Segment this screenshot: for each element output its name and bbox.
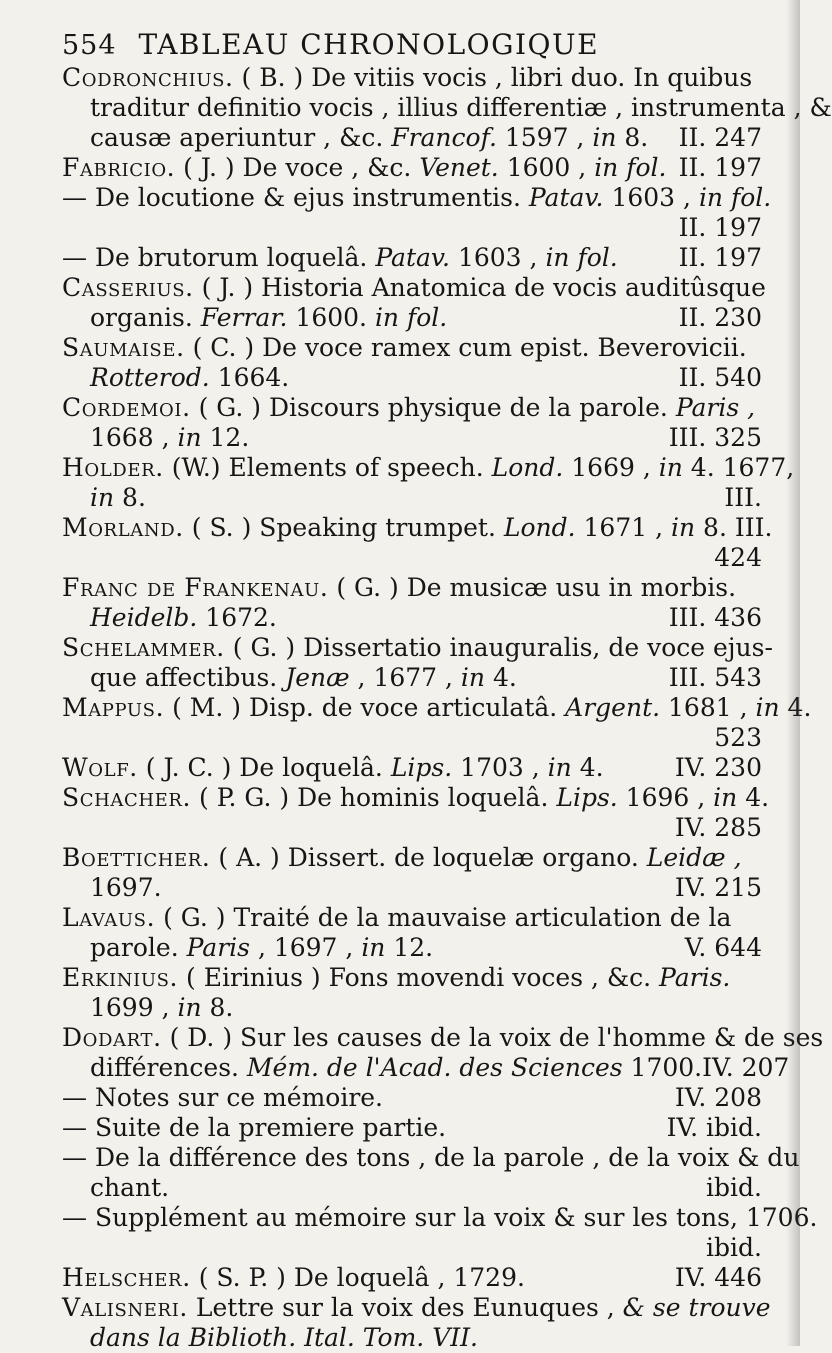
entry-line [62,303,762,333]
entry-line [62,603,762,633]
entry-text [62,753,604,783]
bibliography-entry [62,1113,762,1143]
plain-text: , 1677 , [349,663,461,692]
plain-text: ( J. C. ) De loquelâ. [137,753,391,782]
entry-line [62,873,762,903]
italic-text: Francof. [391,123,497,152]
author-name: Erkinius. [62,963,179,992]
italic-text: in [755,693,780,722]
page-title: TABLEAU CHRONOLOGIQUE [138,28,600,61]
entry-line [62,1053,790,1083]
plain-text: 1603 , [603,183,699,212]
entry-line [62,153,762,183]
plain-text: 4. [779,693,812,722]
entry-text [62,393,755,423]
entry-text [62,963,730,993]
entry-text [62,63,752,93]
entry-text [62,153,666,183]
entry-text [90,93,832,123]
plain-text: 1597 , [496,123,593,152]
plain-text: parole. [90,933,187,962]
italic-text: Lips. [556,783,618,812]
entry-text [90,1053,702,1083]
bibliography-entry [62,633,773,693]
bibliography-entry [62,243,762,273]
entry-line [62,63,762,93]
author-name: Morland. [62,513,184,542]
entry-line [62,963,762,993]
bibliography-entry [62,753,762,783]
bibliography-entry [62,903,762,963]
author-name: Fabricio. [62,153,176,182]
bibliography-entry [62,1203,818,1263]
author-name: Franc de Frankenau. [62,573,329,602]
entry-line [62,573,762,603]
plain-text: 8. III. [695,513,773,542]
author-name: Dodart. [62,1023,162,1052]
entry-line [62,273,766,303]
entry-line [62,903,762,933]
entry-text [90,483,146,513]
plain-text: 4. 1677, [682,453,795,482]
entry-line [62,543,762,573]
italic-text: in [592,123,617,152]
plain-text: chant. [90,1173,170,1202]
volume-page-reference: II. 540 [678,363,762,392]
volume-page-reference: IV. 446 [674,1263,762,1292]
bibliography-entry [62,963,762,1023]
bibliography-entry [62,153,762,183]
plain-text: 4. [485,663,517,692]
italic-text: dans la Biblioth. Ital. Tom. VII. [90,1323,478,1352]
volume-page-reference: II. 247 [678,123,762,152]
bibliography-entry [62,1143,800,1203]
entry-text [90,1323,478,1353]
plain-text: Lettre sur la voix des Eunuques , [187,1293,623,1322]
bibliography-entry [62,273,766,333]
author-name: Casserius. [62,273,194,302]
volume-page-reference: ibid. [706,1233,762,1262]
volume-page-reference: II. 197 [678,153,762,182]
italic-text: Patav. [375,243,451,272]
plain-text: ( D. ) Sur les causes de la voix de l'homme & de ses [161,1023,824,1052]
bibliography-entry [62,693,812,753]
entry-text [62,1293,771,1323]
plain-text: ( Eirinius ) Fons movendi voces , &c. [178,963,660,992]
entry-line [62,783,770,813]
plain-text: 1700. [622,1053,703,1082]
plain-text: ( S. P. ) De loquelâ , 1729. [190,1263,525,1292]
entry-line [62,1203,818,1233]
entry-text [90,1173,169,1203]
entry-line [62,723,762,753]
plain-text: organis. [90,303,201,332]
italic-text: Lips. [390,753,453,782]
bibliography-entry [62,183,772,243]
bibliography-entry [62,453,795,513]
bibliography-entry [62,1293,771,1353]
bibliography-entry [62,843,762,903]
plain-text: 4. [571,753,604,782]
bibliography-entry [62,393,762,453]
author-name: Boetticher. [62,843,211,872]
entry-line [62,483,762,513]
plain-text: 8. [114,483,146,512]
italic-text: Jenæ [285,663,350,692]
author-name: Schelammer. [62,633,225,662]
bibliography-entry [62,1083,762,1113]
plain-text: — Notes sur ce mémoire. [62,1083,384,1112]
italic-text: in [460,663,486,692]
plain-text: 1699 , [90,993,178,1022]
entry-text [62,1023,823,1053]
volume-page-reference: III. [724,483,762,512]
running-head [62,28,762,61]
volume-page-reference: 523 [714,723,762,752]
volume-page-reference: IV. 208 [674,1083,762,1112]
entry-text [62,183,771,213]
plain-text: 1600. [287,303,375,332]
plain-text: ( S. ) Speaking trumpet. [183,513,504,542]
entry-text [62,783,769,813]
plain-text: ( P. G. ) De hominis loquelâ. [191,783,557,812]
plain-text: ( A. ) Dissert. de loquelæ organo. [210,843,647,872]
entry-line [62,1293,771,1323]
entry-line [62,393,762,423]
entry-text [62,1143,799,1173]
author-name: Mappus. [62,693,165,722]
entry-line [62,1233,762,1263]
plain-text: 8. [201,993,234,1022]
italic-text: Venet. [419,153,499,182]
plain-text: — De brutorum loquelâ. [62,243,376,272]
author-name: Wolf. [62,753,138,782]
italic-text: Mém. de l'Acad. des Sciences [246,1053,623,1082]
plain-text: traditur definitio vocis , illius differentiæ , instrumenta , & [90,93,832,122]
entry-line [62,1323,762,1353]
italic-text: in [361,933,386,962]
entry-text [62,633,773,663]
entry-line [62,1143,800,1173]
author-name: Lavaus. [62,903,156,932]
volume-page-reference: III. 543 [668,663,762,692]
bibliography-list [62,63,832,1353]
entry-text [62,1263,525,1293]
italic-text: in [177,993,202,1022]
italic-text: in [90,483,115,512]
italic-text: in [658,453,683,482]
entry-line [62,693,812,723]
volume-page-reference: III. 436 [668,603,762,632]
plain-text: 1603 , [450,243,546,272]
entry-text [62,1203,817,1233]
entry-text [90,873,162,903]
plain-text: ( J. ) Historia Anatomica de vocis auditûsque [193,273,766,302]
entry-line [62,183,772,213]
entry-line [62,1023,824,1053]
page-number: 554 [62,30,117,61]
italic-text: in fol. [545,243,618,272]
bibliography-entry [62,1263,762,1293]
entry-text [62,513,772,543]
volume-page-reference: ibid. [706,1173,762,1202]
italic-text: in [547,753,572,782]
bibliography-entry [62,1023,824,1083]
plain-text: ( B. ) De vitiis vocis , libri duo. In quibus [233,63,753,92]
plain-text: — Supplément au mémoire sur la voix & sur les tons, 1706. [62,1203,818,1232]
italic-text: Ferrar. [200,303,288,332]
author-name: Cordemoi. [62,393,191,422]
plain-text: 1671 , [575,513,671,542]
entry-text [90,603,277,633]
entry-text [62,573,736,603]
plain-text: ( G. ) Dissertatio inauguralis, de voce ejus- [224,633,773,662]
entry-line [62,453,795,483]
entry-text [90,423,249,453]
italic-text: Paris. [659,963,731,992]
italic-text: Paris , [675,393,756,422]
volume-page-reference: II. 197 [678,243,762,272]
plain-text: ( G. ) Traité de la mauvaise articulation de la [155,903,732,932]
author-name: Holder. [62,453,164,482]
entry-line [62,993,762,1023]
entry-text [62,333,747,363]
italic-text: Argent. [565,693,661,722]
plain-text: ( G. ) De musicæ usu in morbis. [328,573,737,602]
plain-text: — Suite de la premiere partie. [62,1113,447,1142]
italic-text: in fol. [594,153,667,182]
plain-text: (W.) Elements of speech. [163,453,492,482]
entry-line [62,1173,762,1203]
entry-text [62,1083,383,1113]
italic-text: in [670,513,696,542]
plain-text: — De locutione & ejus instrumentis. [62,183,529,212]
italic-text: Lond. [491,453,564,482]
volume-page-reference: III. 325 [668,423,762,452]
entry-text [90,363,289,393]
italic-text: & se trouve [622,1293,771,1322]
italic-text: Paris [186,933,250,962]
plain-text: 4. [737,783,770,812]
entry-line [62,813,762,843]
plain-text: 1681 , [660,693,756,722]
entry-text [62,903,731,933]
volume-page-reference: II. 230 [678,303,762,332]
volume-page-reference: II. 197 [678,213,762,242]
plain-text: — De la différence des tons , de la parole , de la voix & du [62,1143,800,1172]
italic-text: in fol. [374,303,448,332]
italic-text: Patav. [528,183,604,212]
entry-line [62,633,773,663]
entry-text [90,123,648,153]
entry-line [62,123,762,153]
plain-text: ( J. ) De voce , &c. [175,153,420,182]
entry-line [62,243,762,273]
entry-line [62,333,762,363]
entry-text [90,933,433,963]
entry-line [62,843,762,873]
plain-text: 1600 , [498,153,595,182]
plain-text: 1664. [209,363,290,392]
entry-line [62,933,762,963]
bibliography-entry [62,513,773,573]
volume-page-reference: IV. 215 [674,873,762,902]
plain-text: 12. [201,423,250,452]
volume-page-reference: 424 [714,543,762,572]
plain-text: 1696 , [617,783,714,812]
volume-page-reference: IV. 207 [702,1053,790,1082]
plain-text: 1668 , [90,423,178,452]
entry-line [62,1113,762,1143]
italic-text: in [713,783,738,812]
entry-line [62,213,762,243]
volume-page-reference: V. 644 [684,933,762,962]
volume-page-reference: IV. 285 [674,813,762,842]
plain-text: ( C. ) De voce ramex cum epist. Beverovicii. [184,333,747,362]
plain-text: 1703 , [452,753,548,782]
plain-text: 12. [385,933,434,962]
bibliography-entry [62,573,762,633]
volume-page-reference: IV. 230 [674,753,762,782]
italic-text: in [177,423,202,452]
bibliography-entry [62,63,832,153]
entry-text [62,1113,446,1143]
plain-text: ( G. ) Discours physique de la parole. [190,393,676,422]
author-name: Helscher. [62,1263,191,1292]
plain-text: causæ aperiuntur , &c. [90,123,392,152]
italic-text: Lond. [503,513,576,542]
plain-text: 8. [616,123,649,152]
bibliography-entry [62,333,762,393]
entry-text [62,453,794,483]
plain-text: différences. [90,1053,247,1082]
entry-line [62,513,773,543]
entry-text [62,693,811,723]
italic-text: Leidæ , [646,843,742,872]
plain-text: 1697. [90,873,162,902]
plain-text: que affectibus. [90,663,286,692]
plain-text: 1672. [197,603,277,632]
author-name: Saumaise. [62,333,185,362]
entry-text [62,273,766,303]
entry-text [62,843,742,873]
entry-line [62,1263,762,1293]
plain-text: , 1697 , [250,933,362,962]
author-name: Codronchius. [62,63,234,92]
entry-line [62,753,762,783]
italic-text: in fol. [698,183,772,212]
entry-line [62,93,832,123]
entry-line [62,423,762,453]
italic-text: Rotterod. [90,363,210,392]
entry-text [90,663,517,693]
bibliography-entry [62,783,770,843]
author-name: Schacher. [62,783,192,812]
entry-line [62,1083,762,1113]
entry-text [90,303,447,333]
entry-text [90,993,233,1023]
italic-text: Heidelb. [90,603,198,632]
plain-text: ( M. ) Disp. de voce articulatâ. [164,693,566,722]
volume-page-reference: IV. ibid. [666,1113,762,1142]
plain-text: 1669 , [563,453,659,482]
entry-line [62,363,762,393]
entry-text [62,243,618,273]
entry-line [62,663,762,693]
author-name: Valisneri. [62,1293,188,1322]
